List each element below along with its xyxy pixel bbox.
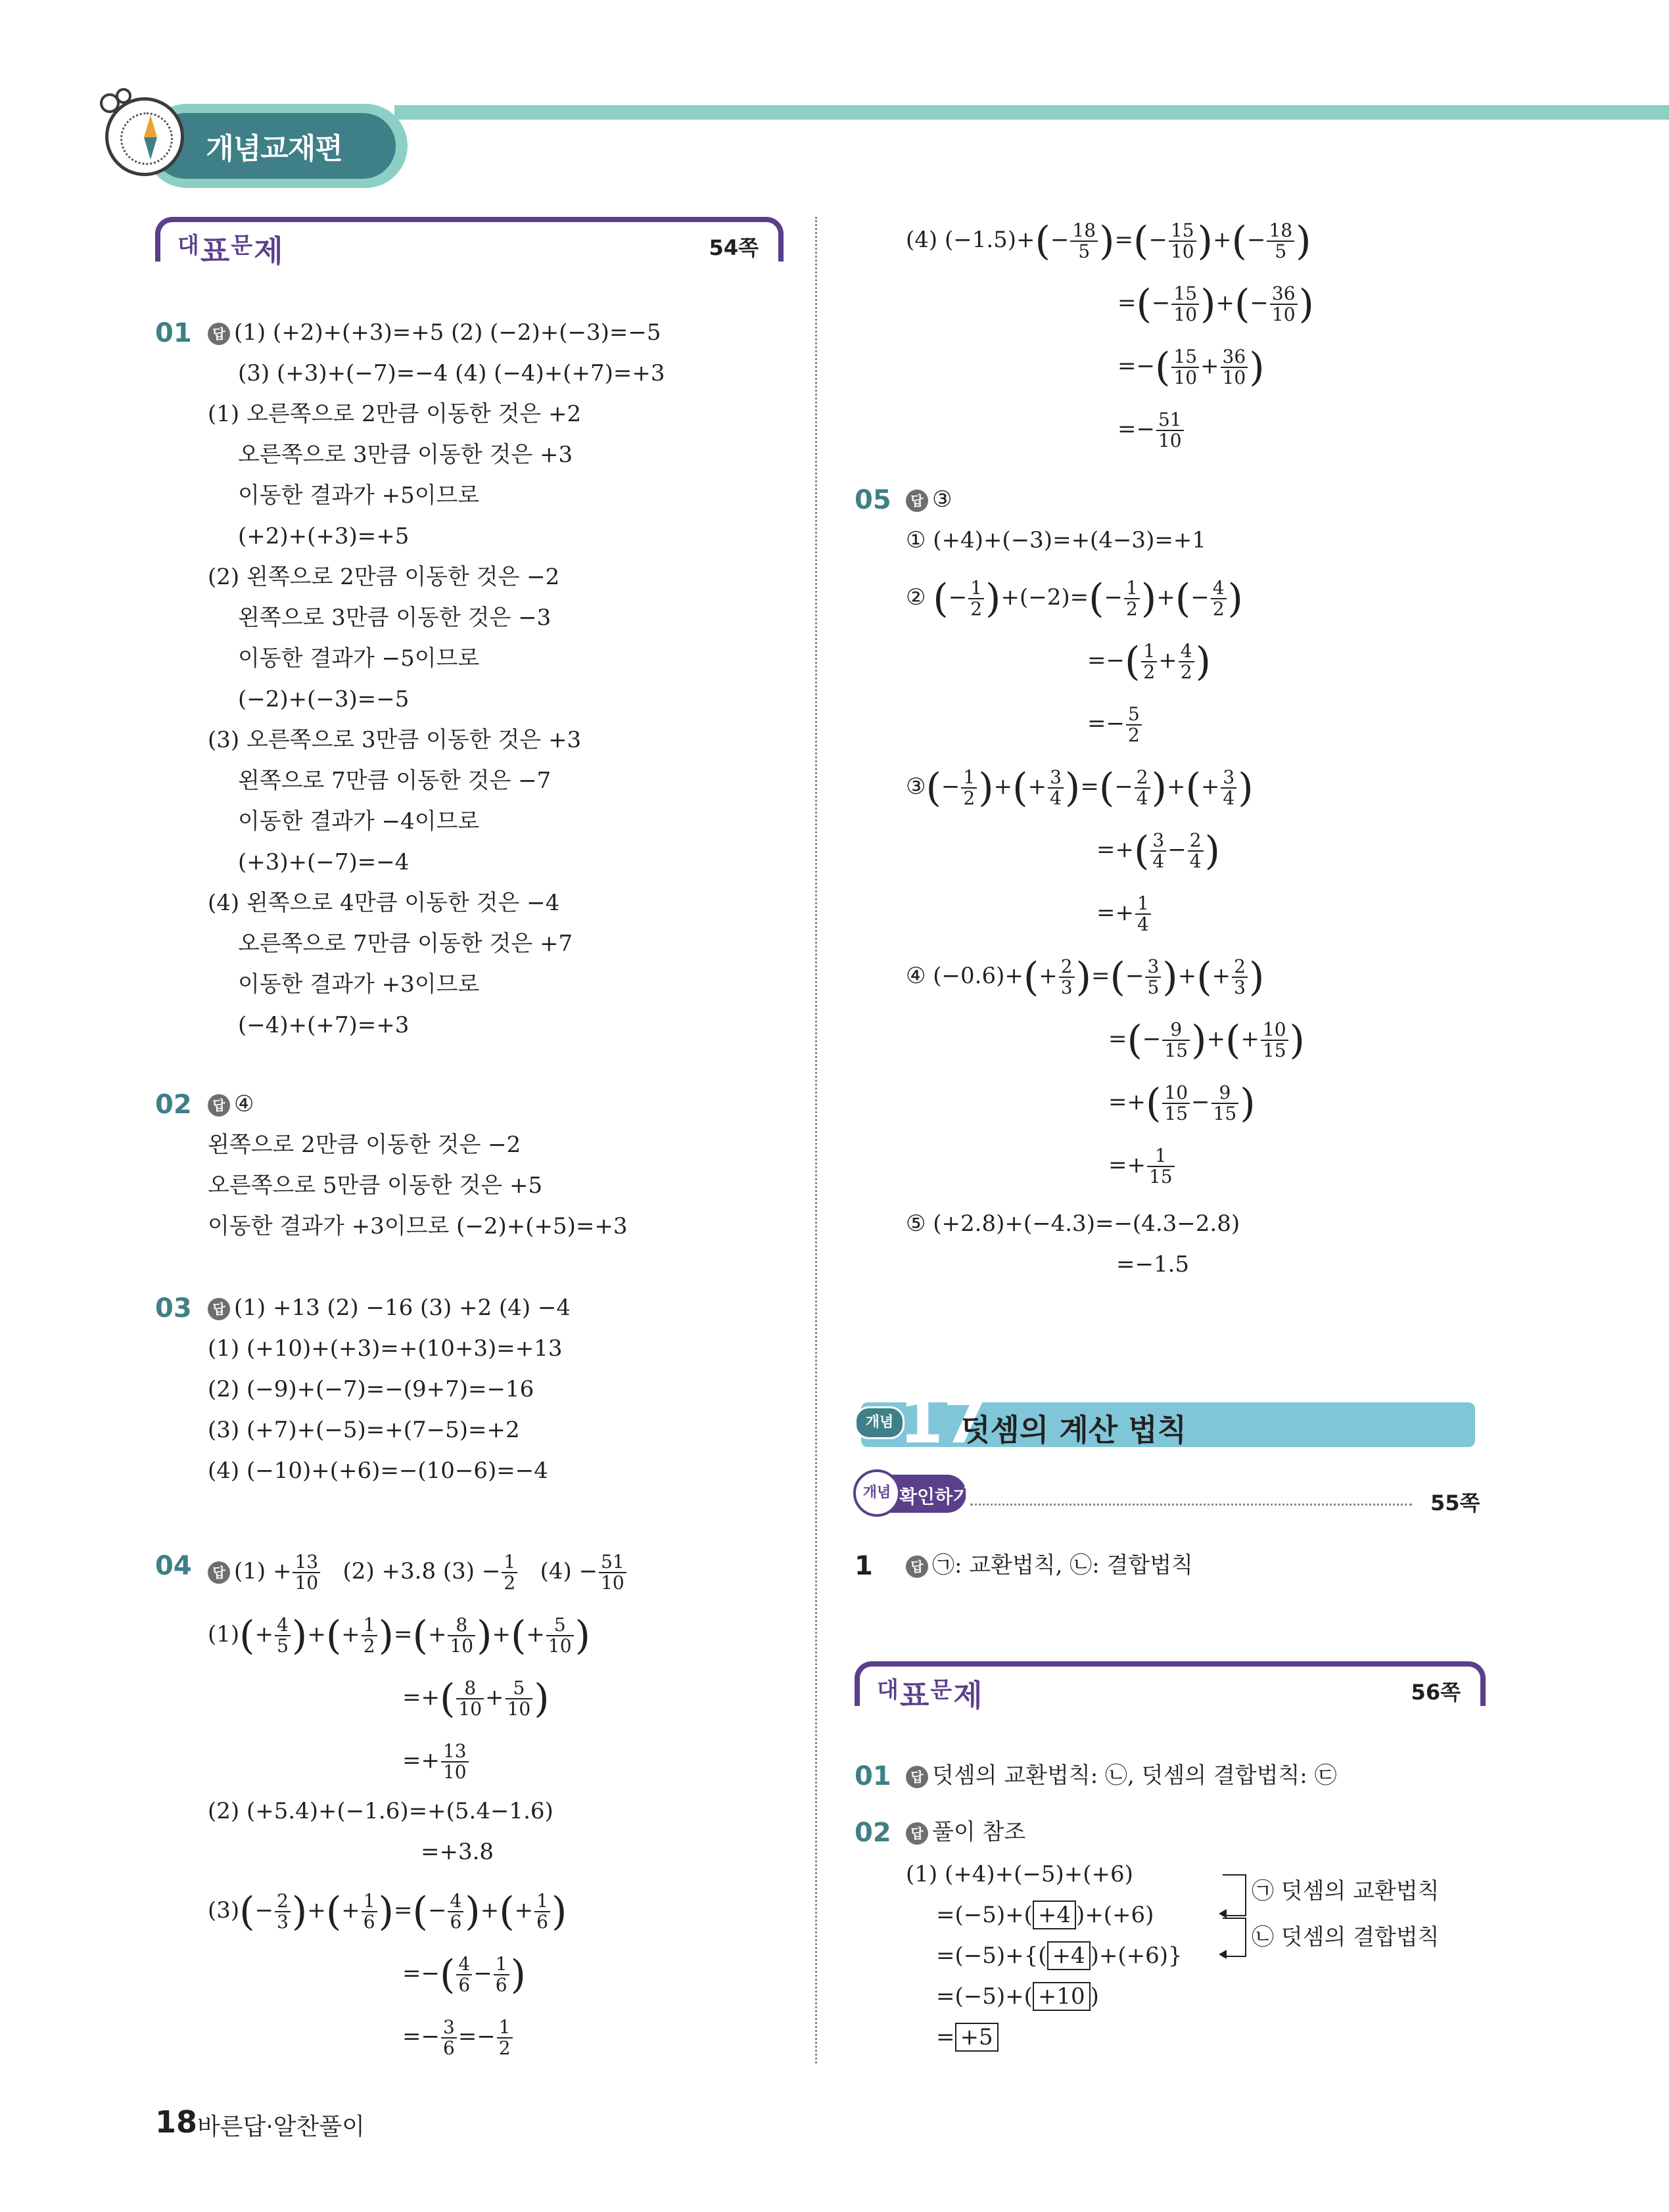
answer-line: 답 ㉠: 교환법칙, ㉡: 결합법칙 <box>906 1551 1193 1580</box>
solution-line: (+3)+(−7)=−4 <box>238 849 410 875</box>
answer-badge: 답 <box>208 1094 230 1117</box>
solution-line: =+( $\frac{8}{10}$ + $\frac{5}{10}$ ) <box>402 1676 550 1722</box>
solution-line: 이동한 결과가 −5이므로 <box>238 645 480 672</box>
concept-number: 17 <box>899 1384 987 1458</box>
problem-number: 01 <box>855 1761 891 1791</box>
solution-line: =− $\frac{3}{6}$ =− $\frac{1}{2}$ <box>402 2017 514 2058</box>
answer-line: 답 (1) (+2)+(+3)=+5 (2) (−2)+(−3)=−5 <box>208 318 661 347</box>
solution-line: =+3.8 <box>421 1839 494 1865</box>
solution-line: 왼쪽으로 3만큼 이동한 것은 −3 <box>238 605 552 631</box>
solution-line: =− $\frac{5}{2}$ <box>1087 704 1143 745</box>
solution-line: (4) 왼쪽으로 4만큼 이동한 것은 −4 <box>208 890 560 916</box>
answer-badge: 답 <box>208 323 230 345</box>
solution-line: =(− $\frac{9}{15}$ )+(+ $\frac{10}{15}$ ) <box>1108 1017 1305 1063</box>
solution-line: 이동한 결과가 +3이므로 <box>238 971 480 998</box>
solution-line: ① (+4)+(−3)=+(4−3)=+1 <box>906 527 1206 553</box>
problem-number: 02 <box>155 1090 192 1120</box>
solution-line: (1) (+4)+(−5)+(+6) <box>906 1861 1133 1887</box>
answer-line: 답 ④ <box>208 1090 254 1118</box>
solution-line: =(− $\frac{15}{10}$ )+(− $\frac{36}{10}$ ) <box>1117 281 1314 327</box>
solution-line: =+( $\frac{3}{4}$ − $\frac{2}{4}$ ) <box>1096 828 1220 874</box>
solution-line: ③(− $\frac{1}{2}$ )+(+ $\frac{3}{4}$ )=(− $\frac{2}{4}$ )+(+ $\frac{3}{4}$ ) <box>906 765 1254 811</box>
solution-line: =+ $\frac{1}{4}$ <box>1096 894 1152 934</box>
problem-number: 1 <box>855 1551 873 1581</box>
concept-title: 덧셈의 계산 법칙 <box>961 1412 1187 1448</box>
solution-line: =−( $\frac{1}{2}$ + $\frac{4}{2}$ ) <box>1087 639 1211 685</box>
solution-line: 이동한 결과가 −4이므로 <box>238 808 480 835</box>
solution-line: ② (− $\frac{1}{2}$ )+(−2)=(− $\frac{1}{2}$ )+(− $\frac{4}{2}$ ) <box>906 576 1243 622</box>
solution-line: ④ (−0.6)+(+ $\frac{2}{3}$ )=(− $\frac{3}{5}$ )+(+ $\frac{2}{3}$ ) <box>906 954 1265 1000</box>
solution-line: (+2)+(+3)=+5 <box>238 523 410 549</box>
section-title: $^대$표$^문$제 <box>877 1677 984 1713</box>
arrow-left-icon <box>1219 1909 1227 1918</box>
solution-line: 이동한 결과가 +5이므로 <box>238 482 480 509</box>
problem-number: 03 <box>155 1293 192 1324</box>
fraction: $\frac{51}{10}$ <box>599 1552 626 1593</box>
solution-line: (3)(− $\frac{2}{3}$ )+(+ $\frac{1}{6}$ )=(− $\frac{4}{6}$ )+(+ $\frac{1}{6}$ ) <box>208 1889 567 1935</box>
boxed-term: +4 <box>1033 1901 1076 1929</box>
section-title-box <box>855 1661 1486 1713</box>
solution-line: =+ $\frac{13}{10}$ <box>402 1741 470 1782</box>
solution-line: =+ $\frac{1}{15}$ <box>1108 1146 1176 1187</box>
section-title-box <box>155 217 784 269</box>
solution-line: 오른쪽으로 5만큼 이동한 것은 +5 <box>208 1172 543 1199</box>
confirm-badge: 개념 <box>853 1469 901 1517</box>
solution-line: =−1.5 <box>1116 1251 1190 1278</box>
solution-line: =(−5)+( +10 ) <box>936 1983 1099 2010</box>
solution-line: =−( $\frac{4}{6}$ − $\frac{1}{6}$ ) <box>402 1952 526 1998</box>
boxed-term: +10 <box>1033 1982 1091 2011</box>
solution-line: (1) (+10)+(+3)=+(10+3)=+13 <box>208 1335 563 1362</box>
solution-line: =− $\frac{51}{10}$ <box>1117 410 1185 451</box>
solution-line: = +5 <box>936 2023 999 2052</box>
fraction: $\frac{13}{10}$ <box>293 1552 320 1593</box>
solution-line: 오른쪽으로 3만큼 이동한 것은 +3 <box>238 442 573 468</box>
section-title: $^대$표$^문$제 <box>177 233 285 269</box>
law-note: ㉠ 덧셈의 교환법칙 <box>1252 1878 1440 1904</box>
answer-badge: 답 <box>906 1766 928 1788</box>
concept-badge: 개념 <box>855 1406 905 1439</box>
problem-number: 01 <box>155 318 192 348</box>
solution-line: (−4)+(+7)=+3 <box>238 1012 410 1038</box>
solution-line: (2) (+5.4)+(−1.6)=+(5.4−1.6) <box>208 1798 553 1824</box>
answer-badge: 답 <box>208 1561 230 1584</box>
answer-line: 답 (1) + $\frac{13}{10}$ (2) +3.8 (3) − $\frac{1}{2}$ (4) − $\frac{51}{10}$ <box>208 1552 628 1593</box>
answer-badge: 답 <box>906 1555 928 1578</box>
solution-line: ⑤ (+2.8)+(−4.3)=−(4.3−2.8) <box>906 1210 1240 1237</box>
solution-line: =(−5)+( +4 )+(+6) <box>936 1902 1154 1928</box>
header-bar <box>394 105 1669 120</box>
answer-line: 답 (1) +13 (2) −16 (3) +2 (4) −4 <box>208 1293 571 1322</box>
solution-line: =(−5)+{( +4 )+(+6)} <box>936 1943 1183 1969</box>
solution-line: 오른쪽으로 7만큼 이동한 것은 +7 <box>238 931 573 957</box>
solution-line: 왼쪽으로 2만큼 이동한 것은 −2 <box>208 1132 521 1158</box>
solution-line: =+( $\frac{10}{15}$ − $\frac{9}{15}$ ) <box>1108 1080 1256 1126</box>
solution-line: (3) (+7)+(−5)=+(7−5)=+2 <box>208 1417 520 1443</box>
problem-number: 02 <box>855 1818 891 1848</box>
answer-line: 답 풀이 참조 <box>906 1818 1025 1847</box>
solution-line: =−( $\frac{15}{10}$ + $\frac{36}{10}$ ) <box>1117 344 1265 390</box>
solution-line: (2) 왼쪽으로 2만큼 이동한 것은 −2 <box>208 564 560 590</box>
page-number: 18 <box>155 2104 198 2140</box>
solution-line: 이동한 결과가 +3이므로 (−2)+(+5)=+3 <box>208 1213 628 1239</box>
solution-line: (2) (−9)+(−7)=−(9+7)=−16 <box>208 1376 534 1402</box>
arrow-left-icon <box>1219 1950 1227 1959</box>
section-page: 54쪽 <box>709 235 759 260</box>
solution-line: (1) 오른쪽으로 2만큼 이동한 것은 +2 <box>208 401 582 427</box>
fraction: $\frac{1}{2}$ <box>502 1552 517 1593</box>
header-tab-label: 개념교재편 <box>206 132 342 166</box>
answer-line: 답 덧셈의 교환법칙: ㉡, 덧셈의 결합법칙: ㉢ <box>906 1761 1337 1790</box>
answer-line: (3) (+3)+(−7)=−4 (4) (−4)+(+7)=+3 <box>238 360 665 386</box>
confirm-label: 확인하기 <box>899 1486 971 1508</box>
dotted-leader <box>970 1504 1412 1506</box>
boxed-term: +4 <box>1047 1941 1091 1970</box>
solution-line: 왼쪽으로 7만큼 이동한 것은 −7 <box>238 768 552 794</box>
solution-line: (1)(+ $\frac{4}{5}$ )+(+ $\frac{1}{2}$ )=(+ $\frac{8}{10}$ )+(+ $\frac{5}{10}$ ) <box>208 1613 590 1659</box>
clock-icon <box>105 97 184 176</box>
footer-text: 바른답·알찬풀이 <box>197 2113 365 2140</box>
answer-line: 답 ③ <box>906 485 952 514</box>
column-divider <box>815 217 817 2063</box>
solution-line: (−2)+(−3)=−5 <box>238 686 410 712</box>
law-note: ㉡ 덧셈의 결합법칙 <box>1252 1924 1440 1950</box>
answer-badge: 답 <box>906 1822 928 1845</box>
boxed-term: +5 <box>955 2023 999 2052</box>
answer-badge: 답 <box>208 1298 230 1320</box>
section-page: 56쪽 <box>1411 1680 1461 1705</box>
confirm-page: 55쪽 <box>1430 1490 1480 1515</box>
problem-number: 05 <box>855 485 891 515</box>
answer-badge: 답 <box>906 490 928 512</box>
solution-line: (3) 오른쪽으로 3만큼 이동한 것은 +3 <box>208 727 582 753</box>
solution-line: (4) (−10)+(+6)=−(10−6)=−4 <box>208 1458 548 1484</box>
problem-number: 04 <box>155 1551 192 1581</box>
solution-line: (4) (−1.5)+(− $\frac{18}{5}$ )=(− $\frac{15}{10}$ )+(− $\frac{18}{5}$ ) <box>906 218 1311 264</box>
header-tab <box>153 113 396 179</box>
